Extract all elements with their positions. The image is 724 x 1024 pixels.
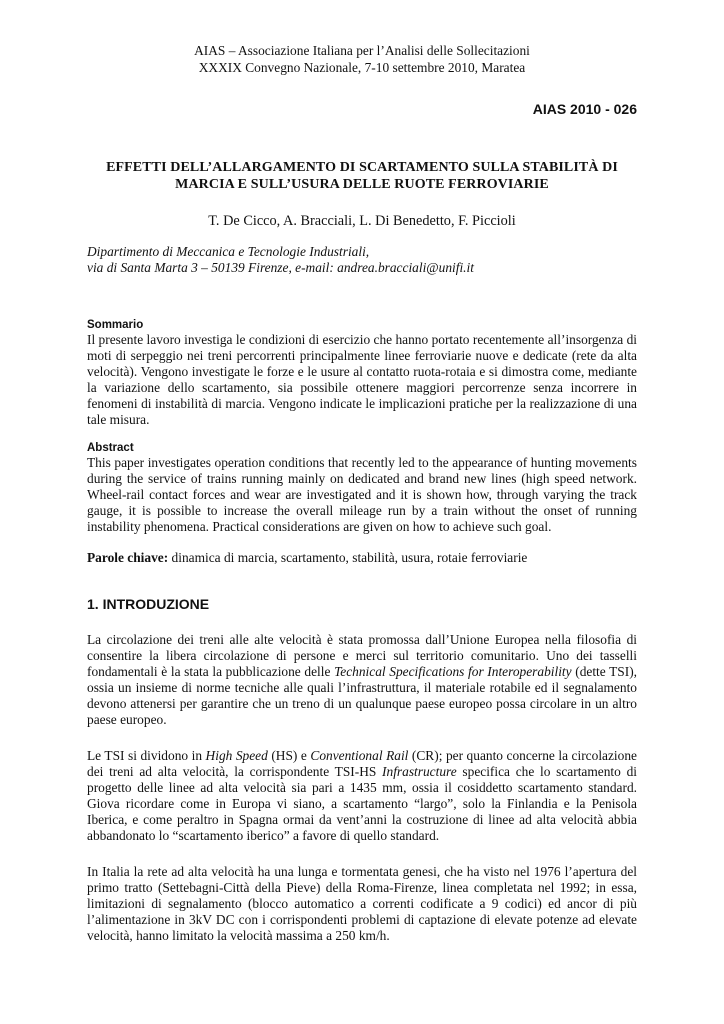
intro-p1-text-a: La circolazione dei treni alle alte velocità è stata promossa dall’Unione Europea nella filosofia di consentire la libera circolazione di persone e merci sul territorio comunitario. Uno dei tasselli fondamentali è la stata la pubblicazione delle (87, 632, 637, 679)
abstract-label: Abstract (87, 442, 134, 454)
keywords (87, 550, 637, 566)
authors: T. De Cicco, A. Bracciali, L. Di Benedetto, F. Piccioli (208, 213, 516, 229)
intro-paragraph-3: In Italia la rete ad alta velocità ha una lunga e tormentata genesi, che ha visto nel 1976 l’apertura del primo tratto (Settebagni-Città della Pieve) della Roma-Firenze, linea completata nel 1992; in essa, limitazioni di segnalamento (blocco automatico a correnti codificate a 9 codici) ed ancor di più l’alimentazione in 3kV DC con i corrispondenti problemi di captazione di elevate potenze ad elevate velocità, hanno limitato la velocità massima a 250 km/h. (87, 864, 637, 943)
affiliation-line2: via di Santa Marta 3 – 50139 Firenze, e-mail: andrea.bracciali@unifi.it (87, 260, 474, 275)
intro-p2-text-a: Le TSI si dividono in (87, 748, 206, 763)
intro-p2-italic-conventional-rail: Conventional Rail (310, 748, 409, 763)
intro-paragraph-2 (87, 748, 637, 844)
intro-p1-italic-tsi: Technical Specifications for Interoperability (334, 664, 572, 679)
intro-p2-text-c: (HS) e (267, 748, 311, 763)
paper-title-line1: EFFETTI DELL’ALLARGAMENTO DI SCARTAMENTO SULLA STABILITÀ DI (106, 160, 618, 175)
paper-title-line2: MARCIA E SULL’USURA DELLE RUOTE FERROVIARIE (175, 177, 549, 192)
conference-header-line1: AIAS – Associazione Italiana per l’Analisi delle Sollecitazioni (194, 43, 530, 58)
section-heading-introduzione: 1. INTRODUZIONE (87, 596, 210, 612)
intro-paragraph-1 (87, 632, 637, 728)
abstract-section (87, 441, 637, 535)
conference-header (87, 42, 637, 76)
sommario-section (87, 318, 637, 428)
intro-p1-text-c: (dette TSI), ossia un insieme di norme tecniche alle quali l’infrastruttura, il materiale rotabile ed il segnalamento devono attenersi per garantire che un treno di un qualunque paese europeo possa circolare in un altro paese europeo. (87, 664, 638, 727)
paper-id: AIAS 2010 - 026 (532, 101, 637, 117)
affiliation (87, 244, 637, 276)
sommario-text: Il presente lavoro investiga le condizioni di esercizio che hanno portato recentemente all’insorgenza di moti di serpeggio nei treni percorrenti principalmente linee ferroviarie nuove e dedicate (rete da alta velocità). Vengono investigate le forze e le usure al contatto ruota-rotaia e si dimostra come, mediante la variazione dello scartamento, sia possibile ottenere maggiori percorrenze senza incorrere in fenomeni di instabilità di marcia. Vengono indicate le implicazioni pratiche per la realizzazione di una tale misura. (87, 332, 637, 427)
keywords-text: dinamica di marcia, scartamento, stabilità, usura, rotaie ferroviarie (171, 550, 528, 565)
affiliation-line1: Dipartimento di Meccanica e Tecnologie Industriali, (87, 244, 370, 259)
keywords-label: Parole chiave: (87, 550, 169, 565)
intro-p2-text-g: specifica che lo scartamento di progetto delle linee ad alta velocità sia pari a 1435 mm, ossia il cosiddetto scartamento standard. Giova ricordare come in Europa vi siano, a scartamento “largo”, solo la Finlandia e la Penisola Iberica, e come peraltro in Spagna ormai da vent’anni la costruzione di linee ad alta velocità abbia abbandonato lo “scartamento iberico” a favore di quello standard. (87, 764, 637, 843)
paper-page (87, 42, 637, 944)
conference-header-line2: XXXIX Convegno Nazionale, 7-10 settembre 2010, Maratea (198, 60, 526, 75)
paper-title (87, 159, 637, 193)
intro-p2-italic-high-speed: High Speed (205, 748, 268, 763)
intro-p2-italic-infrastructure: Infrastructure (382, 764, 457, 779)
sommario-label: Sommario (87, 319, 144, 331)
abstract-text: This paper investigates operation conditions that recently led to the appearance of hunting movements during the service of trains running mainly on dedicated and brand new lines (high speed network. Wheel-rail contact forces and wear are investigated and it is shown how, through varying the track gauge, it is possible to increase the overall mileage run by a train without the onset of running instability phenomena. Practical considerations are given on how to achieve such goal. (87, 455, 637, 534)
intro-p2-text-e: (CR); per quanto concerne la circolazione dei treni ad alta velocità, la corrispondente TSI-HS (87, 748, 637, 779)
